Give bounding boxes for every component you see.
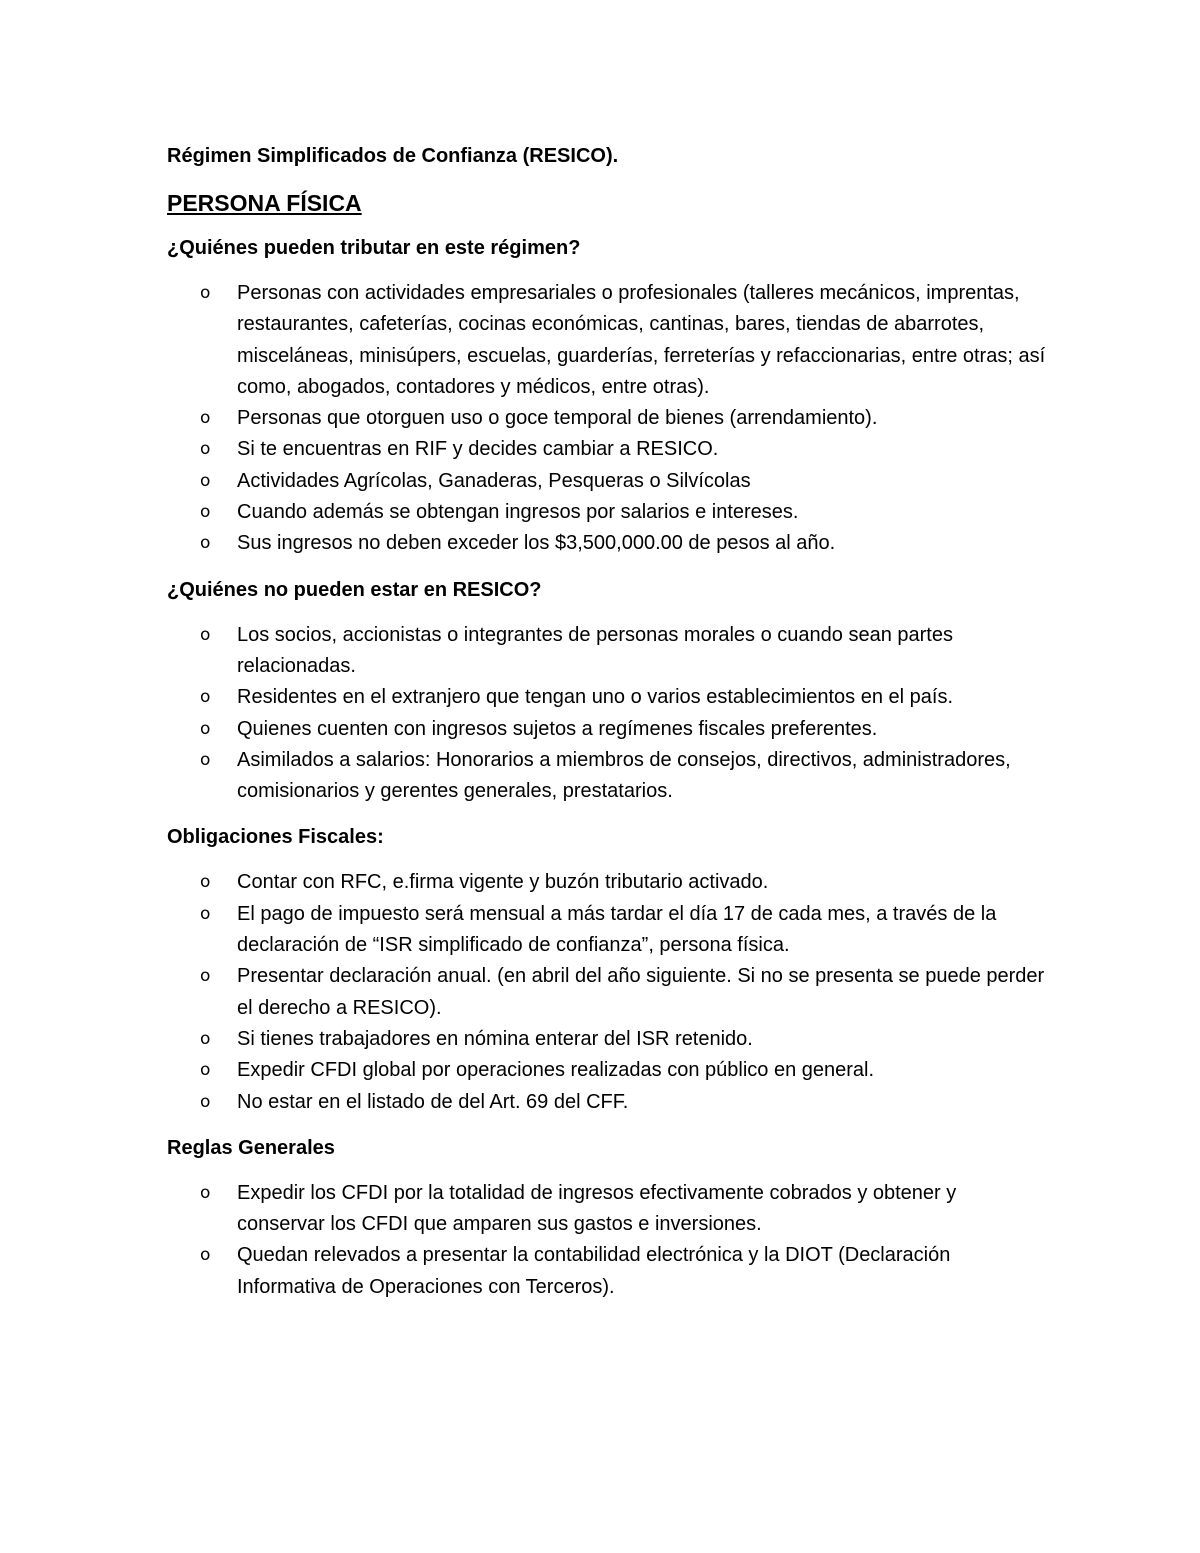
circle-bullet-icon: o: [200, 1245, 211, 1266]
list-item: [167, 745, 1047, 808]
list-item-text: Si te encuentras en RIF y decides cambiar a RESICO.: [237, 438, 719, 461]
bullet-list: [167, 278, 1047, 560]
list-item-text: Cuando además se obtengan ingresos por salarios e intereses.: [237, 501, 799, 524]
list-item: [167, 403, 1047, 434]
list-item-text: Los socios, accionistas o integrantes de personas morales o cuando sean partes relacionadas.: [237, 623, 953, 677]
list-item: [167, 682, 1047, 713]
circle-bullet-icon: o: [200, 502, 211, 523]
list-item: [167, 1087, 1047, 1118]
list-item-text: Expedir los CFDI por la totalidad de ingresos efectivamente cobrados y obtener y conservar los CFDI que amparen sus gastos e inversiones.: [237, 1181, 957, 1236]
circle-bullet-icon: o: [200, 687, 211, 708]
circle-bullet-icon: o: [200, 966, 211, 987]
list-item-text: El pago de impuesto será mensual a más tardar el día 17 de cada mes, a través de la declaración de “ISR simplificado de confianza”, persona física.: [237, 902, 997, 957]
circle-bullet-icon: o: [200, 1060, 211, 1081]
circle-bullet-icon: o: [200, 1028, 211, 1049]
list-item: [167, 620, 1047, 683]
bullet-list: [167, 867, 1047, 1117]
document-title: Régimen Simplificados de Confianza (RESICO).: [167, 145, 619, 167]
list-item-text: Expedir CFDI global por operaciones realizadas con público en general.: [237, 1059, 875, 1082]
subsection-heading: ¿Quiénes no pueden estar en RESICO?: [167, 578, 542, 601]
list-item: [167, 1178, 1047, 1241]
circle-bullet-icon: o: [200, 624, 211, 645]
circle-bullet-icon: o: [200, 283, 211, 303]
list-item-text: Asimilados a salarios: Honorarios a miembros de consejos, directivos, administradores, comisionarios y gerentes generales, prestatarios.: [237, 748, 1011, 803]
circle-bullet-icon: o: [200, 439, 211, 460]
circle-bullet-icon: o: [200, 1091, 211, 1112]
subsection-heading: ¿Quiénes pueden tributar en este régimen?: [167, 237, 581, 259]
list-item-text: Quedan relevados a presentar la contabilidad electrónica y la DIOT (Declaración Informativa de Operaciones con Terceros).: [237, 1244, 951, 1298]
list-item: [167, 1240, 1047, 1303]
subsection-heading: Obligaciones Fiscales:: [167, 826, 384, 849]
list-item: [167, 714, 1047, 745]
list-item-text: Actividades Agrícolas, Ganaderas, Pesqueras o Silvícolas: [237, 469, 751, 492]
list-item: [167, 528, 1047, 559]
bullet-list: [167, 620, 1047, 808]
circle-bullet-icon: o: [200, 903, 211, 924]
list-item: [167, 278, 1047, 403]
subsection-heading: Reglas Generales: [167, 1136, 335, 1159]
circle-bullet-icon: o: [200, 533, 211, 554]
circle-bullet-icon: o: [200, 749, 211, 770]
circle-bullet-icon: o: [200, 470, 211, 491]
list-item: [167, 497, 1047, 528]
circle-bullet-icon: o: [200, 872, 211, 893]
list-item-text: Residentes en el extranjero que tengan uno o varios establecimientos en el país.: [237, 686, 954, 709]
list-item-text: Personas que otorguen uso o goce temporal de bienes (arrendamiento).: [237, 407, 878, 430]
list-item-text: Si tienes trabajadores en nómina enterar del ISR retenido.: [237, 1027, 753, 1050]
list-item: [167, 1024, 1047, 1055]
list-item-text: Quienes cuenten con ingresos sujetos a regímenes fiscales preferentes.: [237, 717, 878, 740]
sections-container: [167, 232, 1047, 1303]
list-item: [167, 1055, 1047, 1086]
circle-bullet-icon: o: [200, 1182, 211, 1203]
document-content: [167, 140, 1047, 1317]
list-item: [167, 961, 1047, 1024]
list-item-text: Personas con actividades empresariales o profesionales (talleres mecánicos, imprentas, restaurantes, cafeterías, cocinas económicas, cantinas, bares, tiendas de abarrotes, misceláneas, minisúpers, escuelas, guarderías, ferreterías y refaccionarias, entre otras; así como, abogados, contadores y médicos, entre otras).: [237, 282, 1046, 398]
list-item: [167, 434, 1047, 465]
list-item: [167, 867, 1047, 898]
bullet-list: [167, 1178, 1047, 1303]
list-item-text: No estar en el listado de del Art. 69 del CFF.: [237, 1090, 629, 1113]
list-item: [167, 899, 1047, 962]
list-item-text: Presentar declaración anual. (en abril del año siguiente. Si no se presenta se puede perder el derecho a RESICO).: [237, 965, 1045, 1019]
list-item: [167, 466, 1047, 497]
circle-bullet-icon: o: [200, 718, 211, 739]
list-item-text: Sus ingresos no deben exceder los $3,500,000.00 de pesos al año.: [237, 532, 836, 555]
list-item-text: Contar con RFC, e.firma vigente y buzón tributario activado.: [237, 871, 769, 894]
circle-bullet-icon: o: [200, 408, 211, 429]
section-heading-persona-fisica: PERSONA FÍSICA: [167, 190, 362, 216]
